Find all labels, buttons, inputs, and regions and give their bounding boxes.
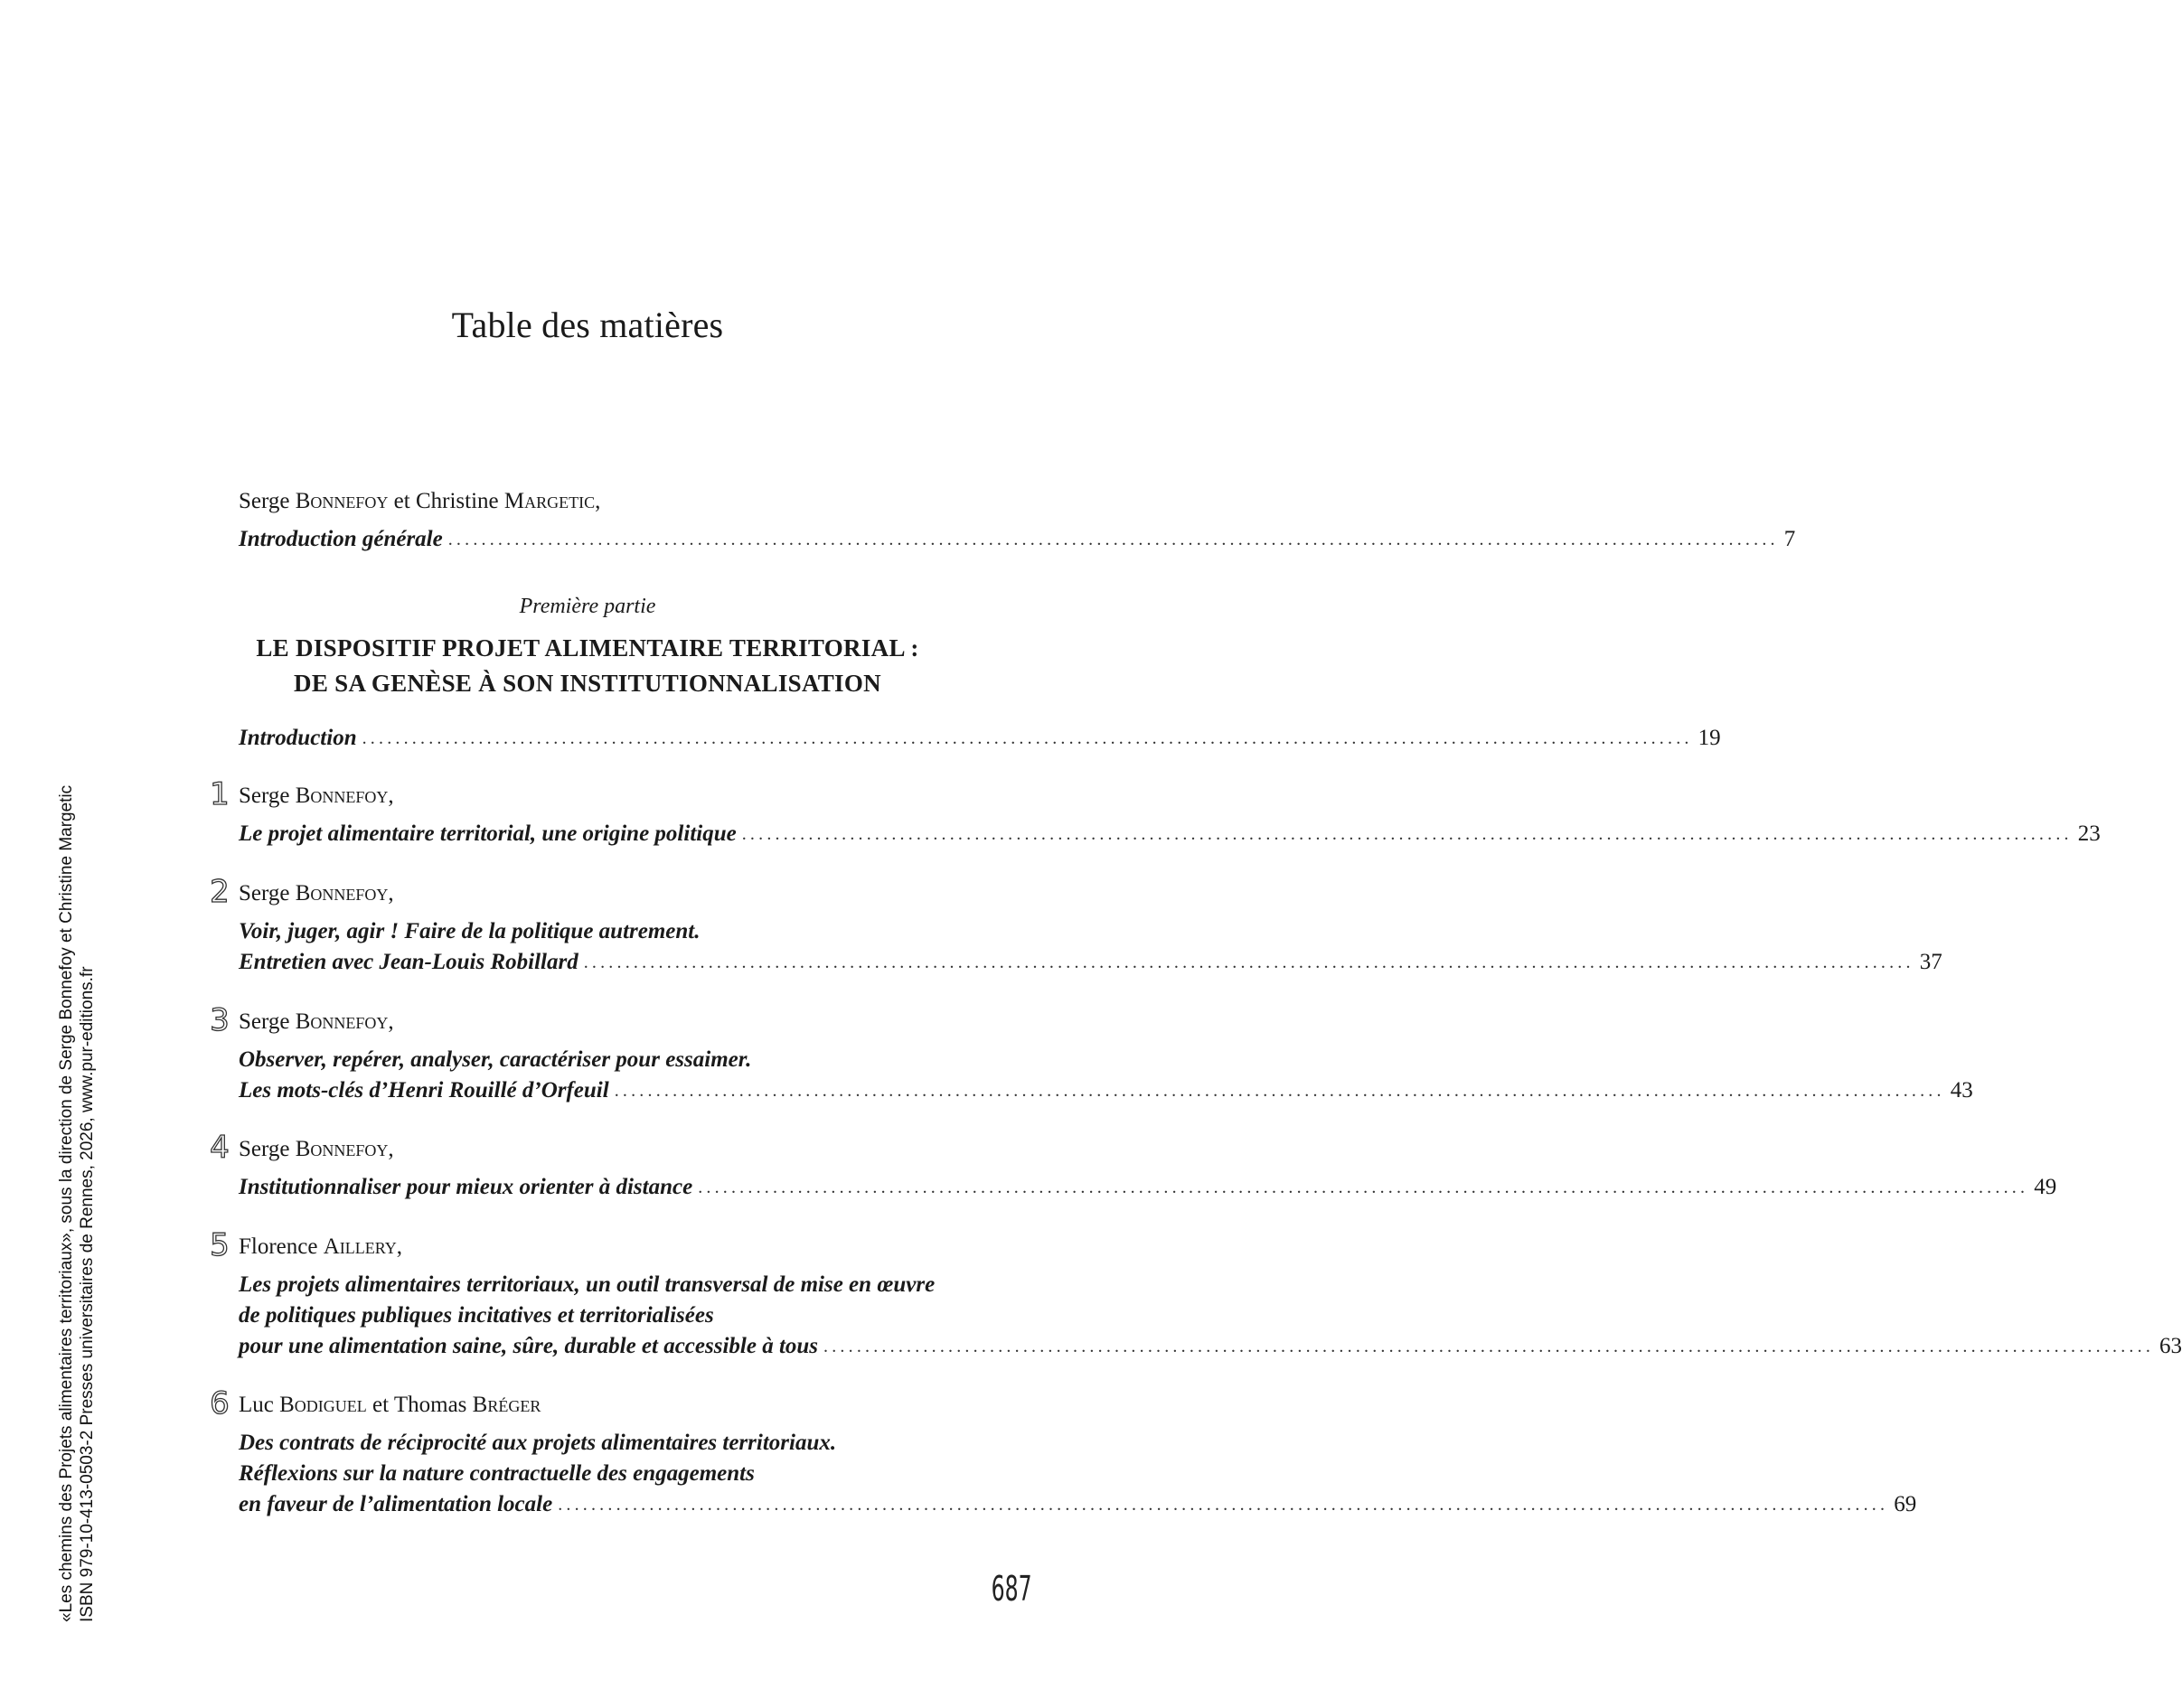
entry-author: Serge Bonnefoy, <box>239 1009 394 1034</box>
page-ref: 23 <box>2077 821 2101 846</box>
entry-title: Introduction générale <box>239 527 443 551</box>
entry-author: Florence Aillery, <box>239 1234 403 1259</box>
dot-leader: ................................................................................................................................................................ <box>362 728 1693 748</box>
page-ref: 69 <box>1894 1492 1917 1516</box>
copyright-sidebar <box>56 785 98 1622</box>
entry-author: Serge Bonnefoy, <box>239 784 394 808</box>
entry-title-line: Observer, repérer, analyser, caractériser pour essaimer. <box>239 1047 752 1072</box>
page-title: Table des matières <box>451 305 724 345</box>
chapter-number-1: 1 <box>210 776 230 812</box>
chapter-number-3: 3 <box>210 1002 230 1038</box>
entry-author: Serge Bonnefoy, <box>239 881 394 906</box>
toc-line <box>239 1075 1973 1106</box>
toc-entry-chapter-5[interactable] <box>239 1232 2182 1362</box>
page-number: 687 <box>991 1569 1032 1609</box>
dot-leader: ................................................................................................................................................................ <box>741 824 2073 844</box>
entry-title: pour une alimentation saine, sûre, durable et accessible à tous <box>239 1334 819 1358</box>
entry-title-line: Des contrats de réciprocité aux projets alimentaires territoriaux. <box>239 1431 837 1455</box>
page-ref: 7 <box>1783 527 1796 551</box>
dot-leader: ................................................................................................................................................................ <box>447 530 1779 549</box>
entry-title-line: Les projets alimentaires territoriaux, un outil transversal de mise en œuvre <box>239 1272 936 1297</box>
dot-leader: ................................................................................................................................................................ <box>698 1178 2029 1197</box>
entry-author: Serge Bonnefoy et Christine Margetic, <box>239 489 601 513</box>
toc-line <box>239 1489 1917 1520</box>
dot-leader: ................................................................................................................................................................ <box>614 1081 1945 1101</box>
dot-leader: ................................................................................................................................................................ <box>583 953 1914 972</box>
sidebar-line-1: «Les chemins des Projets alimentaires territoriaux», sous la direction de Serge Bonnefoy et Christine Margetic <box>57 784 76 1622</box>
chapter-number-6: 6 <box>210 1385 230 1422</box>
page-ref: 19 <box>1698 726 1721 750</box>
toc-line <box>239 819 2101 849</box>
toc-entry-chapter-4[interactable] <box>239 1134 2057 1203</box>
entry-author: Serge Bonnefoy, <box>239 1137 394 1161</box>
toc-entry-chapter-6[interactable] <box>239 1390 1917 1520</box>
entry-title: Introduction <box>239 726 357 750</box>
toc-line <box>239 1331 2182 1362</box>
toc-entry-chapter-1[interactable] <box>239 781 2101 849</box>
entry-title: Le projet alimentaire territorial, une origine politique <box>239 821 737 846</box>
dot-leader: ................................................................................................................................................................ <box>823 1337 2155 1356</box>
entry-author: Luc Bodiguel et Thomas Bréger <box>239 1393 541 1417</box>
entry-title: Les mots-clés d’Henri Rouillé d’Orfeuil <box>239 1078 609 1103</box>
toc-entry-intro-generale[interactable] <box>239 486 1796 555</box>
page-ref: 43 <box>1950 1078 1973 1103</box>
part-title-line-2: DE SA GENÈSE À SON INSTITUTIONNALISATION <box>294 670 881 697</box>
entry-title: en faveur de l’alimentation locale <box>239 1492 553 1516</box>
entry-title: Entretien avec Jean-Louis Robillard <box>239 950 578 974</box>
chapter-number-5: 5 <box>210 1227 230 1263</box>
page-ref: 63 <box>2159 1334 2182 1358</box>
sidebar-line-2: ISBN 979-10-413-0503-2 Presses universitaires de Rennes, 2026, www.pur-editions.fr <box>78 966 97 1622</box>
chapter-number-2: 2 <box>210 874 230 910</box>
part-label: Première partie <box>519 595 656 618</box>
toc-entry-chapter-2[interactable] <box>239 878 1942 978</box>
toc-line <box>239 723 1721 754</box>
dot-leader: ................................................................................................................................................................ <box>558 1495 1889 1515</box>
toc-entry-chapter-3[interactable] <box>239 1007 1973 1106</box>
entry-title-line: de politiques publiques incitatives et territorialisées <box>239 1303 714 1328</box>
chapter-number-4: 4 <box>210 1130 230 1166</box>
toc-line <box>239 947 1942 978</box>
part-title-line-1: LE DISPOSITIF PROJET ALIMENTAIRE TERRITORIAL : <box>256 634 919 662</box>
entry-title-line: Voir, juger, agir ! Faire de la politique autrement. <box>239 919 701 943</box>
toc-line <box>239 1172 2057 1203</box>
entry-title: Institutionnaliser pour mieux orienter à distance <box>239 1175 693 1199</box>
toc-line <box>239 524 1796 555</box>
page-ref: 49 <box>2034 1175 2057 1199</box>
toc-entry-part1-introduction[interactable] <box>239 723 1721 754</box>
page-ref: 37 <box>1919 950 1942 974</box>
entry-title-line: Réflexions sur la nature contractuelle des engagements <box>239 1461 755 1486</box>
